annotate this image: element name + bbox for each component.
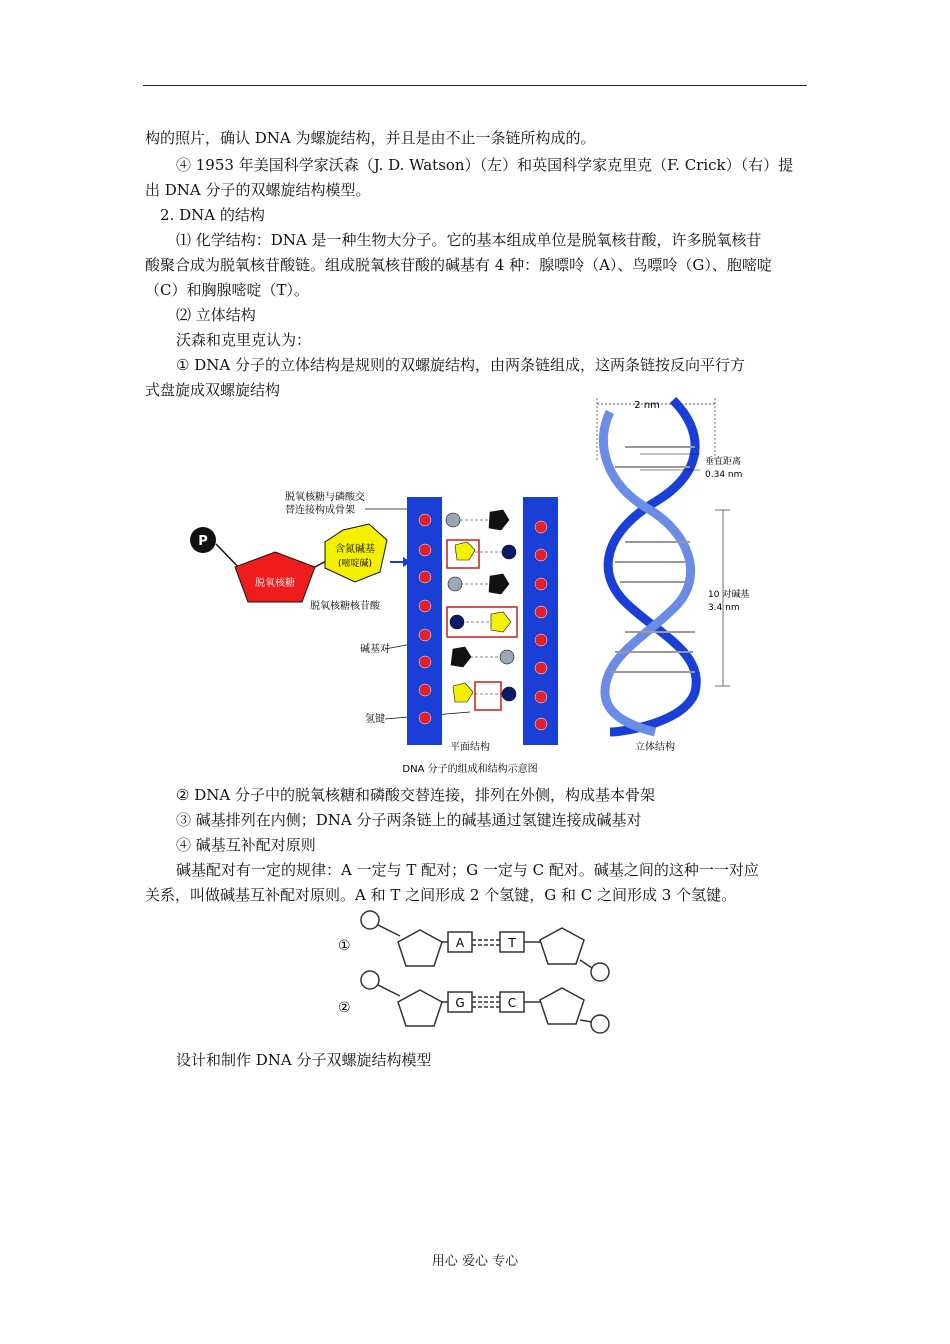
text-line-3: 出 DNA 分子的双螺旋结构模型。 <box>145 181 371 199</box>
section-heading: 2. DNA 的结构 <box>160 206 265 224</box>
row1-right-base: T <box>508 936 516 950</box>
caption: DNA 分子的组成和结构示意图 <box>402 764 538 775</box>
row2-number: ② <box>338 1000 351 1016</box>
backbone-right <box>523 497 558 745</box>
text-line-16: 关系，叫做碱基互补配对原则。A 和 T 之间形成 2 个氢键，G 和 C 之间形成 3 个氢键。 <box>145 886 737 904</box>
text-line-7: （C）和胸腺嘧啶（T）。 <box>145 281 309 299</box>
sugar-label: 脱氧核糖 <box>255 578 295 589</box>
text-line-17: 设计和制作 DNA 分子双螺旋结构模型 <box>176 1051 432 1069</box>
text-line-1: 构的照片，确认 DNA 为螺旋结构，并且是由不止一条链所构成的。 <box>145 129 596 147</box>
row2-left-base: G <box>455 996 465 1010</box>
row1-left-base: A <box>455 936 465 950</box>
text-line-5: ⑴ 化学结构：DNA 是一种生物大分子。它的基本组成单位是脱氧核苷酸，许多脱氧核苷 <box>176 231 762 249</box>
text-line-12: ② DNA 分子中的脱氧核糖和磷酸交替连接，排列在外侧，构成基本骨架 <box>176 786 655 804</box>
nucleotide-label: 脱氧核糖核苷酸 <box>310 601 380 612</box>
text-line-6: 酸聚合成为脱氧核苷酸链。组成脱氧核苷酸的碱基有 4 种：腺嘌呤（A）、鸟嘌呤（G）、胞嘧啶 <box>145 256 772 274</box>
text-line-2: ④ 1953 年美国科学家沃森（J. D. Watson）（左）和英国科学家克里克（F. Crick）（右）提 <box>176 156 794 174</box>
row2-right-base: C <box>507 996 517 1010</box>
page-footer: 用心 爱心 专心 <box>431 1254 519 1269</box>
pair-row-1 <box>361 911 609 981</box>
base-label: 含氮碱基 <box>335 544 375 555</box>
text-line-14: ④ 碱基互补配对原则 <box>176 836 316 854</box>
pair-row-2 <box>361 971 609 1033</box>
dna-structure-figure <box>185 392 755 777</box>
text-line-15: 碱基配对有一定的规律：A 一定与 T 配对；G 一定与 C 配对。碱基之间的这种一一对应 <box>176 861 759 879</box>
width-label: 2 nm <box>634 400 660 411</box>
vertical-distance-label-1: 垂直距离 <box>705 457 742 467</box>
ten-pairs-label-2: 3.4 nm <box>708 603 740 613</box>
base-pairing-figure <box>330 910 620 1035</box>
backbone-left <box>407 497 442 745</box>
header-rule <box>143 85 807 86</box>
base-pair-label: 碱基对 <box>360 644 390 655</box>
helix-strand-2 <box>603 412 690 732</box>
plane-label: 平面结构 <box>450 742 490 753</box>
backbone-label-1: 脱氧核糖与磷酸交 <box>285 492 365 503</box>
base-pairs <box>446 510 517 710</box>
ten-pairs-label-1: 10 对碱基 <box>708 590 750 600</box>
sugar-pentagon <box>235 552 315 602</box>
phosphate-label: P <box>198 534 208 549</box>
backbone-label-2: 替连接构成骨架 <box>285 505 355 516</box>
vertical-distance-label-2: 0.34 nm <box>705 470 743 480</box>
row1-number: ① <box>338 938 351 954</box>
text-line-9: 沃森和克里克认为： <box>176 331 312 349</box>
text-line-11: 式盘旋成双螺旋结构 <box>145 381 281 399</box>
stereo-label: 立体结构 <box>635 742 675 753</box>
subsection-heading: ⑵ 立体结构 <box>176 306 256 324</box>
helix-strand-1 <box>608 400 696 732</box>
base-sublabel: (嘧啶碱) <box>337 559 373 569</box>
text-line-13: ③ 碱基排列在内侧；DNA 分子两条链上的碱基通过氢键连接成碱基对 <box>176 811 642 829</box>
text-line-10: ① DNA 分子的立体结构是规则的双螺旋结构，由两条链组成，这两条链按反向平行方 <box>176 356 745 374</box>
h-bond-label: 氢键 <box>365 714 385 725</box>
